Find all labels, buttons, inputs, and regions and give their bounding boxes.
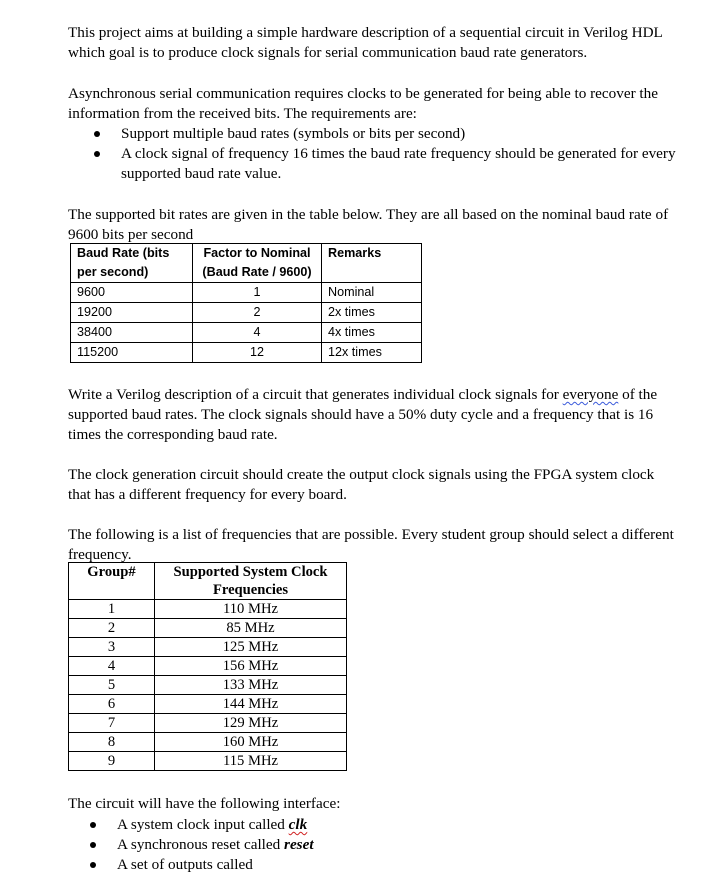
bullet-icon (94, 131, 100, 137)
clockgen-paragraph: The clock generation circuit should create the output clock signals using the FPGA system clock that has a different frequency for every board. (68, 466, 655, 503)
list-item: A synchronous reset called reset (90, 835, 680, 855)
table-cell: 9 (69, 752, 155, 771)
table-cell: 125 MHz (155, 638, 347, 657)
table-cell: 133 MHz (155, 676, 347, 695)
table-cell: 144 MHz (155, 695, 347, 714)
table-cell: 1 (69, 600, 155, 619)
table-cell: 110 MHz (155, 600, 347, 619)
table-row (69, 619, 347, 638)
table-cell: 2 (193, 303, 322, 323)
table-cell: 2 (69, 619, 155, 638)
column-header: Factor to Nominal (Baud Rate / 9600) (193, 244, 322, 283)
requirements-list (94, 124, 684, 184)
table-row (71, 323, 422, 343)
table-cell: 156 MHz (155, 657, 347, 676)
table-cell: 5 (69, 676, 155, 695)
table-cell: 19200 (71, 303, 193, 323)
table-cell: 4 (193, 323, 322, 343)
table-row (69, 714, 347, 733)
table-cell: 3 (69, 638, 155, 657)
table-cell: 4 (69, 657, 155, 676)
table-cell: 115 MHz (155, 752, 347, 771)
column-header: Group# (69, 563, 155, 600)
table-cell: 4x times (322, 323, 422, 343)
list-item: A system clock input called clk (90, 815, 680, 835)
column-header: Remarks (322, 244, 422, 283)
table-cell: 8 (69, 733, 155, 752)
column-header: Supported System Clock Frequencies (155, 563, 347, 600)
code-term: clk (288, 816, 308, 833)
column-header: Baud Rate (bits per second) (71, 244, 193, 283)
frequency-paragraph: The following is a list of frequencies that are possible. Every student group should select a different frequency. (68, 526, 674, 563)
table-cell: 9600 (71, 283, 193, 303)
table-cell: 160 MHz (155, 733, 347, 752)
table-row (69, 657, 347, 676)
table-cell: 85 MHz (155, 619, 347, 638)
frequency-table-body (69, 600, 347, 771)
bullet-icon (90, 842, 96, 848)
table-cell: Nominal (322, 283, 422, 303)
list-item: A set of outputs called (90, 855, 680, 875)
frequency-table (68, 562, 347, 771)
table-row (71, 283, 422, 303)
async-paragraph: Asynchronous serial communication requires clocks to be generated for being able to recover the information from the received bits. The requirements are: (68, 85, 658, 122)
table-row (71, 303, 422, 323)
bitrates-paragraph: The supported bit rates are given in the table below. They are all based on the nominal baud rate of 9600 bits per second (68, 206, 669, 243)
table-row (69, 600, 347, 619)
bullet-icon (90, 862, 96, 868)
bullet-icon (94, 151, 100, 157)
verilog-paragraph: Write a Verilog description of a circuit that generates individual clock signals for everyone of the supported baud rates. The clock signals should have a 50% duty cycle and a frequency that is 16 times the corresponding baud rate. (68, 386, 658, 443)
table-cell: 129 MHz (155, 714, 347, 733)
table-cell: 7 (69, 714, 155, 733)
table-row (69, 676, 347, 695)
table-header-row (69, 563, 347, 600)
table-cell: 2x times (322, 303, 422, 323)
table-header-row (71, 244, 422, 283)
table-row (69, 695, 347, 714)
table-cell: 1 (193, 283, 322, 303)
interface-list (90, 815, 680, 875)
table-cell: 115200 (71, 343, 193, 363)
table-row (69, 733, 347, 752)
baud-rate-table (70, 243, 422, 363)
list-item: Support multiple baud rates (symbols or bits per second) (94, 124, 684, 144)
code-term: reset (284, 836, 314, 853)
table-cell: 12x times (322, 343, 422, 363)
table-row (69, 638, 347, 657)
table-cell: 12 (193, 343, 322, 363)
table-cell: 38400 (71, 323, 193, 343)
list-item: A clock signal of frequency 16 times the baud rate frequency should be generated for every supported baud rate value. (94, 144, 684, 184)
interface-paragraph: The circuit will have the following interface: (68, 795, 341, 812)
bullet-icon (90, 822, 96, 828)
table-row (71, 343, 422, 363)
grammar-flagged-word: everyone (562, 386, 619, 403)
table-cell: 6 (69, 695, 155, 714)
intro-paragraph: This project aims at building a simple hardware description of a sequential circuit in Verilog HDL which goal is to produce clock signals for serial communication baud rate generators. (68, 24, 663, 61)
table-row (69, 752, 347, 771)
